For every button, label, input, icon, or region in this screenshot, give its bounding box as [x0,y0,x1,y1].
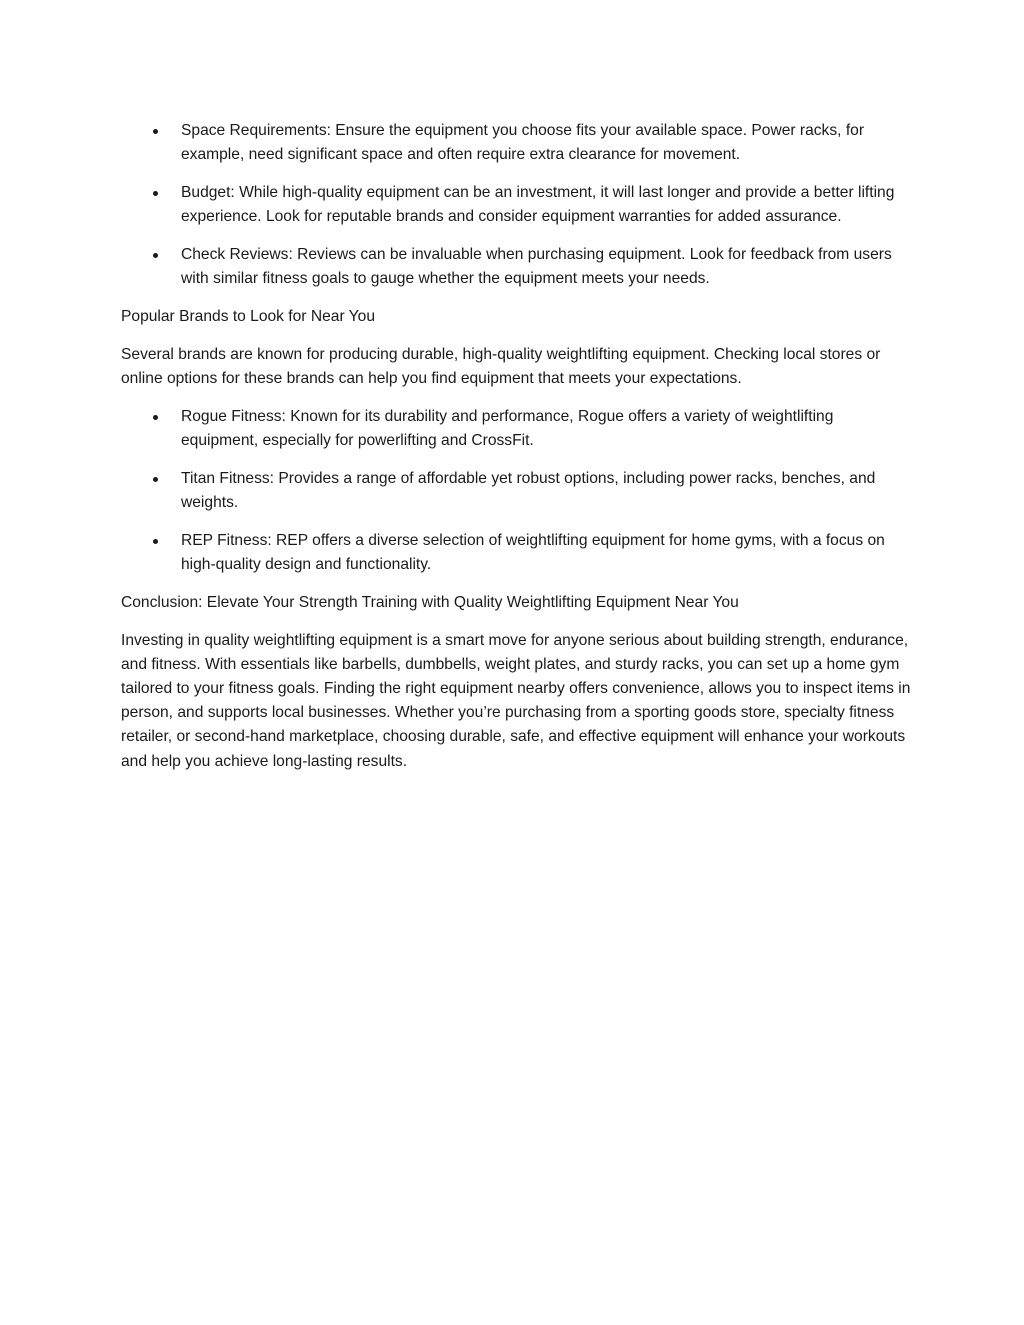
bullet-icon [153,191,158,196]
list-item-rep-fitness [121,529,911,577]
bullet-icon [153,415,158,420]
bullet-icon [153,129,158,134]
list-item-rogue-fitness [121,405,911,453]
list-item-titan-fitness [121,467,911,515]
list-item-budget [121,181,911,229]
document-page [121,119,911,787]
list-item-text: Titan Fitness: Provides a range of affordable yet robust options, including power racks, benches, and weights. [181,469,876,511]
bullet-icon [153,539,158,544]
bullet-icon [153,253,158,258]
list-item-text: REP Fitness: REP offers a diverse selection of weightlifting equipment for home gyms, with a focus on high-quality design and functionality. [181,531,885,573]
section-heading-popular-brands: Popular Brands to Look for Near You [121,308,375,325]
bullet-icon [153,477,158,482]
list-item-check-reviews [121,243,911,291]
section-heading-conclusion: Conclusion: Elevate Your Strength Training with Quality Weightlifting Equipment Near You [121,593,739,611]
brands-list [121,405,911,577]
list-item-text: Check Reviews: Reviews can be invaluable when purchasing equipment. Look for feedback from users with similar fitness goals to gauge whether the equipment meets your needs. [181,246,892,288]
conclusion-paragraph: Investing in quality weightlifting equipment is a smart move for anyone serious about building strength, endurance, and fitness. With essentials like barbells, dumbbells, weight plates, and sturdy racks, you can set up a home gym tailored to your fitness goals. Finding the right equipment nearby offers convenience, allows you to inspect items in person, and supports local businesses. Whether you’re purchasing from a sporting goods store, specialty fitness retailer, or second-hand marketplace, choosing durable, safe, and effective equipment will enhance your workouts and help you achieve long-lasting results. [121,631,911,770]
list-item-space-requirements [121,119,911,167]
list-item-text: Budget: While high-quality equipment can be an investment, it will last longer and provide a better lifting experience. Look for reputable brands and consider equipment warranties for added assurance. [181,184,895,226]
list-item-text: Rogue Fitness: Known for its durability and performance, Rogue offers a variety of weightlifting equipment, especially for powerlifting and CrossFit. [181,407,834,449]
brands-intro-paragraph: Several brands are known for producing durable, high-quality weightlifting equipment. Checking local stores or online options for these brands can help you find equipment that meets your expectations. [121,345,881,387]
list-item-text: Space Requirements: Ensure the equipment you choose fits your available space. Power racks, for example, need significant space and often require extra clearance for movement. [181,122,865,164]
considerations-list [121,119,911,291]
